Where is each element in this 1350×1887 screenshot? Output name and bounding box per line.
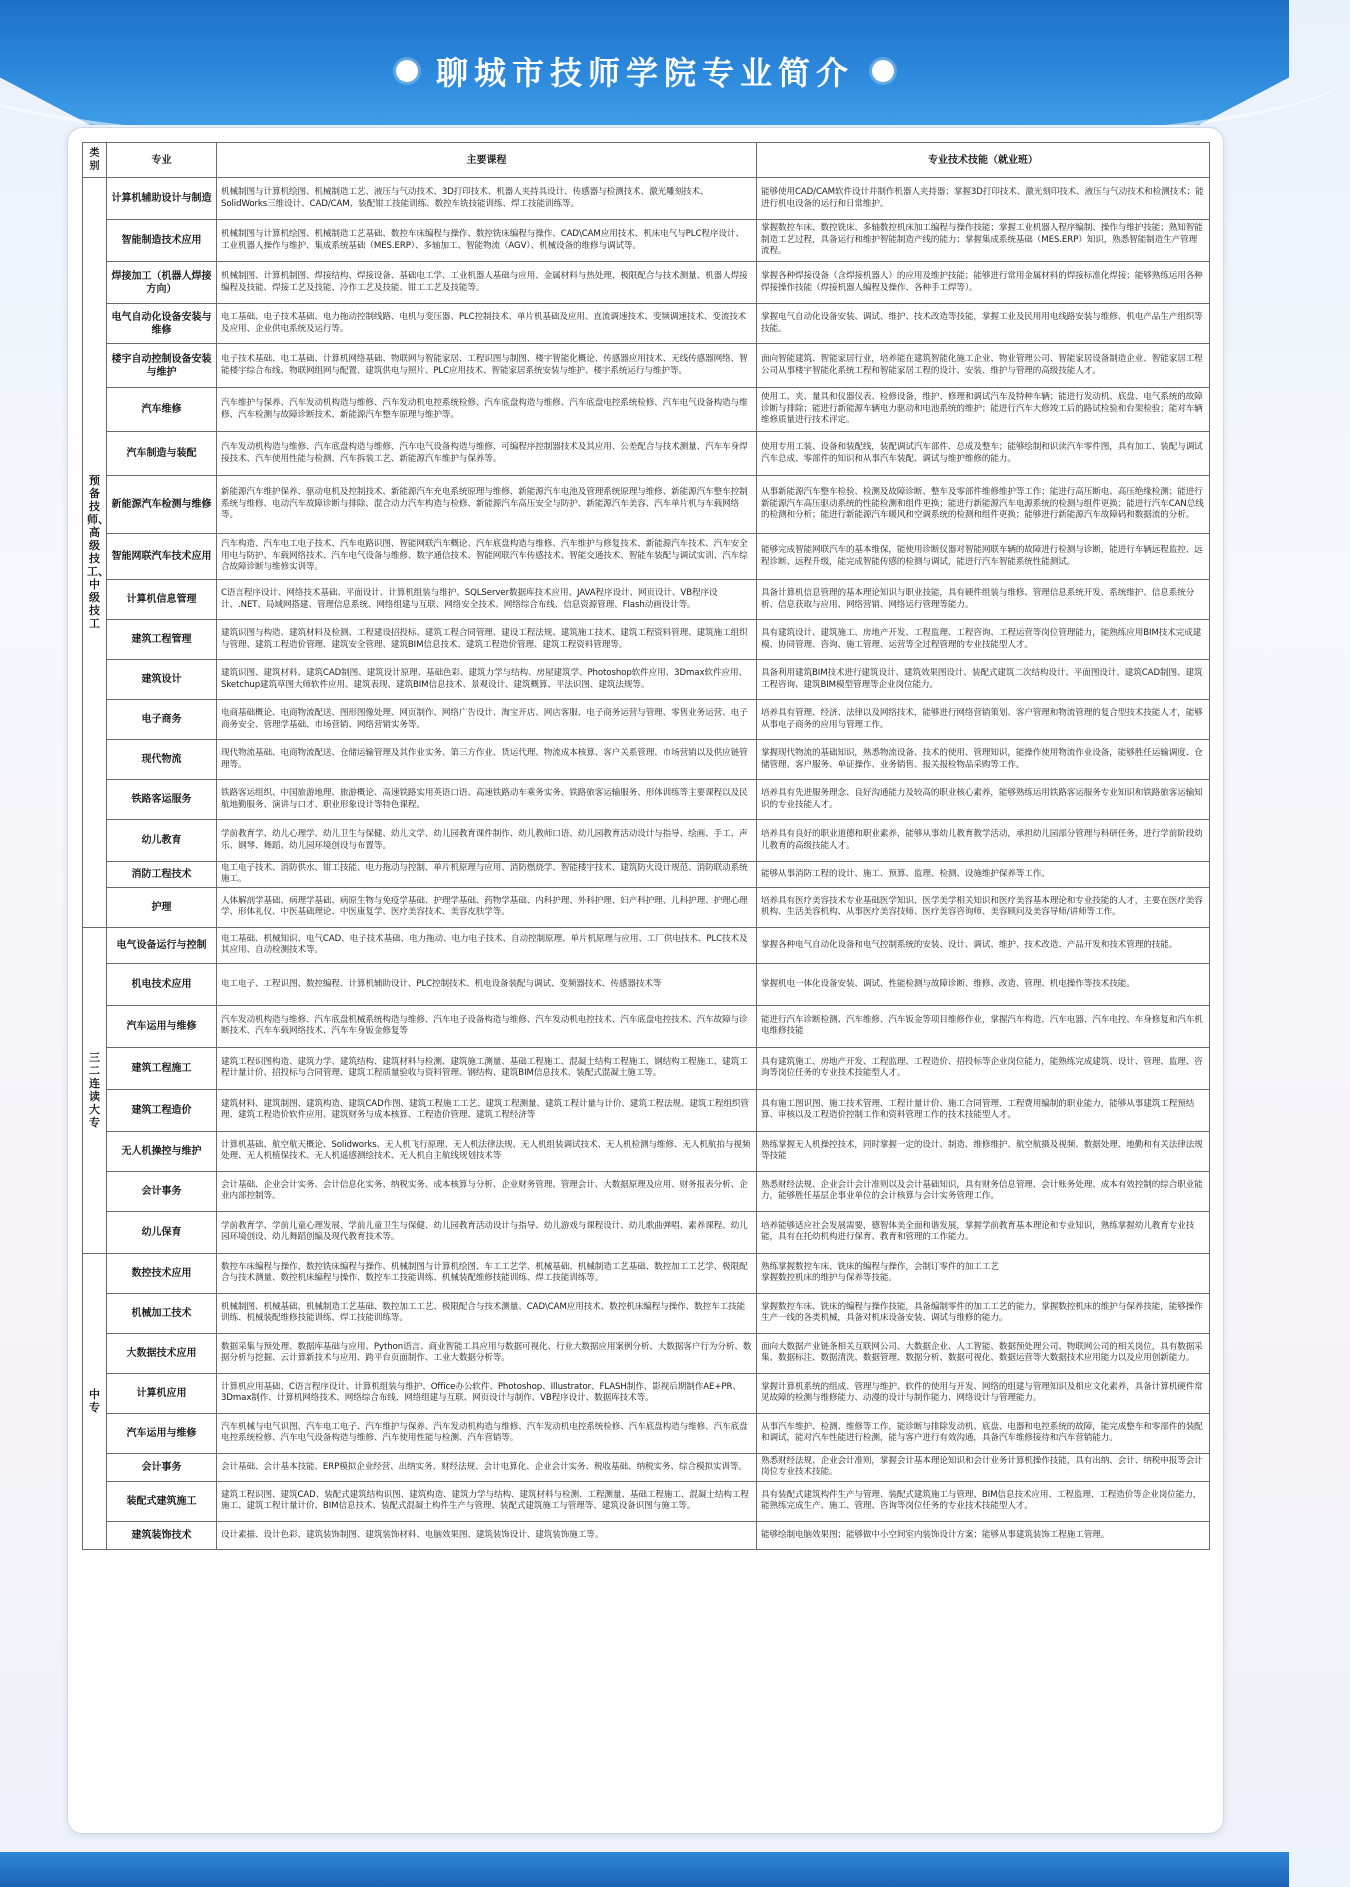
major-cell: 无人机操控与维护	[107, 1131, 217, 1171]
table-row	[83, 304, 1210, 344]
courses-cell: 建筑识图、建筑材料、建筑CAD制图、建筑设计原理、基础色彩、建筑力学与结构、房屋建筑学、Photoshop软件应用、3Dmax软件应用、Sketchup建筑草图大师软件应用、建筑表现、建筑BIM信息技术、景观设计、建筑概算、平法识图、建筑法规等。	[217, 660, 757, 700]
skills-cell: 面向智能建筑、智能家居行业，培养能在建筑智能化施工企业、物业管理公司、智能家居设备制造企业、智能家居工程公司从事楼宇智能化系统工程和智能家居工程的设计、安装、维护与管理的高级技能人才。	[757, 344, 1210, 388]
skills-cell: 熟悉财经法规、企业会计准则，掌握会计基本理论知识和会计业务计算机操作技能，具有出纳、会计、纳税申报等会计岗位专业技术技能。	[757, 1453, 1210, 1481]
major-cell: 建筑设计	[107, 660, 217, 700]
courses-cell: 机械制图与计算机绘图、机械制造工艺、液压与气动技术、3D打印技术、机器人夹持具设计、传感器与检测技术、激光雕刻技术、SolidWorks三维设计、CAD/CAM、装配钳工技能训练、数控车铣技能训练、焊工技能训练等。	[217, 178, 757, 220]
table-row	[83, 700, 1210, 740]
courses-cell: 会计基础、会计基本技能、ERP模拟企业经营、出纳实务、财经法规、会计电算化、企业会计实务、税收基础、纳税实务、综合模拟实训等。	[217, 1453, 757, 1481]
category-cell: 预备技师、高级技工、中级技工	[83, 178, 107, 928]
major-cell: 电子商务	[107, 700, 217, 740]
courses-cell: 汽车维护与保养、汽车发动机构造与维修、汽车发动机电控系统检修、汽车底盘构造与维修、汽车底盘电控系统检修、汽车电气设备构造与维修、汽车检测与故障诊断技术、新能源汽车整车原理与维护等。	[217, 388, 757, 432]
major-cell: 汽车运用与维修	[107, 1413, 217, 1453]
courses-cell: 现代物流基础、电商物流配送、仓储运输管理及其作业实务、第三方作业、货运代理、物流成本核算、客户关系管理、市场营销以及供应链管理等。	[217, 740, 757, 780]
table-row	[83, 344, 1210, 388]
table-row	[83, 476, 1210, 534]
skills-cell: 熟练掌握无人机操控技术，同时掌握一定的设计、制造、维修维护、航空航摄及视频、数据处理、地勤和有关法律法规等技能	[757, 1131, 1210, 1171]
header-courses: 主要课程	[217, 143, 757, 178]
skills-cell: 掌握数控车床、数控铣床、多轴数控机床加工编程与操作技能；掌握工业机器人程序编制、操作与维护技能；熟知智能制造工艺过程，具备运行和维护智能制造产线的能力；掌握集成系统基础（MES.ERP）知识，熟悉智能制造生产管理流程。	[757, 220, 1210, 262]
courses-cell: 汽车发动机构造与维修、汽车底盘构造与维修、汽车电气设备构造与维修、可编程序控制器技术及其应用、公差配合与技术测量、汽车车身焊接技术、汽车使用性能与检测、汽车拆装工艺、新能源汽车维护与保养等。	[217, 432, 757, 476]
skills-cell: 培养具有良好的职业道德和职业素养，能够从事幼儿教育教学活动，承担幼儿园部分管理与科研任务，进行学前阶段幼儿教育的高级技能人才。	[757, 820, 1210, 862]
skills-cell: 具有建筑设计、建筑施工、房地产开发、工程监理、工程咨询、工程运营等岗位管理能力，能熟练应用BIM技术完成建模、协同管理、咨询、施工管理、运营等全过程管理的专业技能型人才。	[757, 620, 1210, 660]
major-cell: 计算机辅助设计与制造	[107, 178, 217, 220]
table-row	[83, 1253, 1210, 1293]
major-cell: 建筑装饰技术	[107, 1521, 217, 1549]
table-row	[83, 963, 1210, 1005]
table-row	[83, 1481, 1210, 1521]
courses-cell: 汽车发动机构造与维修、汽车底盘机械系统构造与维修、汽车电子设备构造与维修、汽车发动机电控技术、汽车底盘电控技术、汽车故障与诊断技术、汽车车载网络技术、汽车车身钣金修复等	[217, 1005, 757, 1047]
skills-cell: 面向大数据产业链条相关互联网公司、大数据企业、人工智能、数据预处理公司、物联网公司的相关岗位，具有数据采集、数据标注、数据清洗、数据管理、数据分析、数据可视化、数据运营等大数据技术应用能力以及应用创新能力。	[757, 1333, 1210, 1373]
courses-cell: 计算机基础、航空航天概论、Solidworks、无人机飞行原理、无人机法律法规、无人机组装调试技术、无人机检测与维修、无人机航拍与视频处理、无人机植保技术、无人机遥感测绘技术、无人机自主航线规划技术等	[217, 1131, 757, 1171]
major-cell: 智能网联汽车技术应用	[107, 534, 217, 580]
courses-cell: 机械制图、机械基础、机械制造工艺基础、数控加工工艺、极限配合与技术测量、CAD\CAM应用技术、数控机床编程与操作、数控车工技能训练、机械装配维修技能训练、焊工技能训练等。	[217, 1293, 757, 1333]
major-cell: 机械加工技术	[107, 1293, 217, 1333]
skills-cell: 掌握电气自动化设备安装、调试、维护、技术改造等技能，掌握工业及民用用电线路安装与维修、机电产品生产组织等技能。	[757, 304, 1210, 344]
category-cell: 中专	[83, 1253, 107, 1549]
skills-cell: 掌握计算机系统的组成、管理与维护、软件的使用与开发、网络的组建与管理知识及相应文化素养，具备计算机硬件常见故障的检测与维修能力、动漫的设计与制作能力、网络设计与管理能力。	[757, 1373, 1210, 1413]
footer-banner	[0, 1852, 1289, 1887]
table-row	[83, 432, 1210, 476]
header-major: 专业	[107, 143, 217, 178]
header-skills: 专业技术技能（就业班）	[757, 143, 1210, 178]
skills-cell: 培养能够适应社会发展需要，德智体美全面和谐发展，掌握学前教育基本理论和专业知识，熟练掌握幼儿教育专业技能，具有在托幼机构进行保育、教育和管理的工作能力。	[757, 1211, 1210, 1253]
courses-cell: 学前教育学、学前儿童心理发展、学前儿童卫生与保健、幼儿园教育活动设计与指导、幼儿游戏与课程设计、幼儿歌曲弹唱、素养课程、幼儿园环境创设、幼儿舞蹈创编及现代教育技术等。	[217, 1211, 757, 1253]
skills-cell: 掌握机电一体化设备安装、调试、性能检测与故障诊断、维修、改造、管理、机电操作等技术技能。	[757, 963, 1210, 1005]
category-cell: 三二连读大专	[83, 927, 107, 1253]
skills-cell: 具有建筑施工、房地产开发、工程监理、工程造价、招投标等企业岗位能力，能熟练完成建筑、设计、管理、监理、咨询等岗位任务的专业技术技能型人才。	[757, 1047, 1210, 1089]
skills-cell: 能够完成智能网联汽车的基本维保，能使用诊断仪器对智能网联车辆的故障进行检测与诊断，能进行车辆远程监控、远程诊断、远程升级，能完成智能传感的检测与调试，能进行汽车智能系统性能测试。	[757, 534, 1210, 580]
table-row	[83, 1089, 1210, 1131]
major-cell: 数控技术应用	[107, 1253, 217, 1293]
header-category: 类别	[83, 143, 107, 178]
table-row	[83, 1521, 1210, 1549]
skills-cell: 具备利用建筑BIM技术进行建筑设计、建筑效果图设计、装配式建筑二次结构设计、平面图设计、建筑CAD制图、建筑工程咨询、建筑BIM模型管理等企业岗位能力。	[757, 660, 1210, 700]
courses-cell: 人体解剖学基础、病理学基础、病原生物与免疫学基础、护理学基础、药物学基础、内科护理、外科护理、妇产科护理、儿科护理、护理心理学、形体礼仪、中医基础理论、中医康复学、医疗美容技术、美容皮肤学等。	[217, 887, 757, 927]
table-row	[83, 262, 1210, 304]
skills-cell: 从事汽车维护、检测、维修等工作，能诊断与排除发动机、底盘、电器和电控系统的故障，能完成整车和零部件的装配和调试，能对汽车性能进行检测，能与客户进行有效沟通，具备汽车维修接待和汽车营销能力。	[757, 1413, 1210, 1453]
courses-cell: 电工电子技术、消防供水、钳工技能、电力拖动与控制、单片机原理与应用、消防燃烧学、智能楼宇技术、建筑防火设计规范、消防联动系统施工。	[217, 862, 757, 888]
table-header-row	[83, 143, 1210, 178]
table-row	[83, 1211, 1210, 1253]
page-title: 聊城市技师学院专业简介	[435, 54, 854, 92]
courses-cell: 学前教育学、幼儿心理学、幼儿卫生与保健、幼儿文学、幼儿园教育课件制作、幼儿教师口语、幼儿园教育活动设计与指导、绘画、手工、声乐、钢琴、舞蹈、幼儿园环境创设与布置等。	[217, 820, 757, 862]
major-cell: 智能制造技术应用	[107, 220, 217, 262]
table-row	[83, 1373, 1210, 1413]
skills-cell: 具有装配式建筑构件生产与管理、装配式建筑施工与管理、BIM信息技术应用、工程监理、工程造价等企业岗位能力，能熟练完成生产、施工、管理、咨询等岗位任务的专业技术技能型人才。	[757, 1481, 1210, 1521]
courses-cell: 汽车构造、汽车电工电子技术、汽车电路识图、智能网联汽车概论、汽车底盘构造与维修、汽车维护与修复技术、新能源汽车技术、汽车安全用电与防护、车载网络技术、汽车电气设备与维修、数字通信技术、智能网联汽车传感技术、智能交通技术、智能车装配与调试实训、汽车综合故障诊断与维修实训等。	[217, 534, 757, 580]
courses-cell: 机械制图、计算机制图、焊接结构、焊接设备、基础电工学、工业机器人基础与应用、金属材料与热处理、极限配合与技术测量、机器人焊接编程及技能、焊接工艺及技能、冷作工艺及技能、钳工工艺及技能等。	[217, 262, 757, 304]
major-cell: 护理	[107, 887, 217, 927]
major-cell: 电气自动化设备安装与维修	[107, 304, 217, 344]
major-cell: 建筑工程造价	[107, 1089, 217, 1131]
skills-cell: 培养具有管理、经济、法律以及网络技术，能够进行网络营销策划、客户管理和物流管理的复合型技术技能人才，能够从事电子商务的应用与管理工作。	[757, 700, 1210, 740]
table-row	[83, 534, 1210, 580]
courses-cell: 电工电子、工程识图、数控编程、计算机辅助设计、PLC控制技术、机电设备装配与调试、变频器技术、传感器技术等	[217, 963, 757, 1005]
courses-cell: 会计基础、企业会计实务、会计信息化实务、纳税实务、成本核算与分析、企业财务管理、管理会计、大数据原理及应用、财务报表分析、企业内部控制等。	[217, 1171, 757, 1211]
major-cell: 新能源汽车检测与维修	[107, 476, 217, 534]
courses-cell: 汽车机械与电气识图、汽车电工电子、汽车维护与保养、汽车发动机构造与维修、汽车发动机电控系统检修、汽车底盘构造与维修、汽车底盘电控系统检修、汽车电气设备构造与维修、汽车使用性能与检测、汽车营销等。	[217, 1413, 757, 1453]
skills-cell: 使用工、夹、量具和仪器仪表、检修设备，维护、修理和调试汽车及特种车辆；能进行发动机、底盘、电气系统的故障诊断与排除；能进行新能源车辆电力驱动和电池系统的维护；能进行汽车大修竣工后的路试检验和台架检验；能对车辆维修质量进行技术评定。	[757, 388, 1210, 432]
table-row	[83, 388, 1210, 432]
major-cell: 电气设备运行与控制	[107, 927, 217, 963]
courses-cell: 数控车床编程与操作、数控铣床编程与操作、机械制图与计算机绘图、车工工艺学、机械基础、机械制造工艺基础、数控加工工艺学、极限配合与技术测量、数控机床编程与操作、数控车工技能训练、机械装配维修技能训练、焊工技能训练等。	[217, 1253, 757, 1293]
skills-cell: 具有施工图识图、施工技术管理、工程计量计价、施工合同管理、工程费用编制的职业能力，能够从事建筑工程预结算、审核以及工程造价控制工作和资料管理工作的技术技能型人才。	[757, 1089, 1210, 1131]
skills-cell: 掌握各种焊接设备（含焊接机器人）的应用及维护技能；能够进行常用金属材料的焊接标准化焊接；能够熟练运用各种焊接操作技能（焊接机器人编程及操作、各种手工焊等）。	[757, 262, 1210, 304]
table-row	[83, 927, 1210, 963]
major-cell: 汽车制造与装配	[107, 432, 217, 476]
courses-cell: 建筑工程识图构造、建筑力学、建筑结构、建筑材料与检测、建筑施工测量、基础工程施工、混凝土结构工程施工、钢结构工程施工、建筑工程计量计价、招投标与合同管理、建筑工程质量验收与资料管理、钢结构、建筑BIM信息技术、装配式混凝土施工等。	[217, 1047, 757, 1089]
courses-cell: 建筑材料、建筑制图、建筑构造、建筑CAD作图、建筑工程施工工艺、建筑工程测量、建筑工程计量与计价、建筑工程法规、建筑工程组织管理、建筑工程造价软件应用、建筑财务与成本核算、工程造价管理、建筑工程经济等	[217, 1089, 757, 1131]
title-bar	[370, 40, 920, 102]
major-cell: 现代物流	[107, 740, 217, 780]
courses-cell: 新能源汽车维护保养、驱动电机及控制技术、新能源汽车充电系统原理与维修、新能源汽车电池及管理系统原理与维修、新能源汽车整车控制系统与维修、电动汽车故障诊断与排除、混合动力汽车构造与检修、新能源汽车高压安全与防护、新能源汽车美容、汽车单片机与车载网络等。	[217, 476, 757, 534]
major-cell: 汽车运用与维修	[107, 1005, 217, 1047]
major-cell: 计算机应用	[107, 1373, 217, 1413]
table-row	[83, 220, 1210, 262]
skills-cell: 从事新能源汽车整车检验、检测及故障诊断、整车及零部件维修维护等工作；能进行高压断电、高压绝缘检测；能进行新能源汽车高压驱动系统的性能检测和组件更换；能进行新能源汽车电源系统的检测与组件更换；能进行汽车CAN总线的检测和分析；能进行新能源汽车暖风和空调系统的检测和组件更换；能够进行新能源汽车故障码和数据流的分析。	[757, 476, 1210, 534]
courses-cell: 数据采集与预处理、数据库基础与应用、Python语言、商业智能工具应用与数据可视化、行业大数据应用案例分析、大数据客户行为分析、数据分析与挖掘、云计算新技术与应用、跨平台页面制作、工业大数据分析等。	[217, 1333, 757, 1373]
major-cell: 大数据技术应用	[107, 1333, 217, 1373]
courses-cell: 建筑工程识图、建筑CAD、装配式建筑结构识图、建筑构造、建筑力学与结构、建筑材料与检测、工程测量、基础工程施工、混凝土结构工程施工、建筑工程计量计价、BIM信息技术、装配式混凝土构件生产与管理、装配式建筑施工与管理等、建筑设备识图与施工等。	[217, 1481, 757, 1521]
major-cell: 铁路客运服务	[107, 780, 217, 820]
table-row	[83, 1413, 1210, 1453]
major-cell: 消防工程技术	[107, 862, 217, 888]
courses-cell: 电商基础概论、电商物流配送、图形图像处理、网页制作、网络广告设计、淘宝开店、网店客服、电子商务运营与管理、零售业务运营、电子商务安全、管理学基础、市场营销、网络营销实务等。	[217, 700, 757, 740]
table-row	[83, 1131, 1210, 1171]
major-cell: 机电技术应用	[107, 963, 217, 1005]
table-row	[83, 887, 1210, 927]
courses-cell: C语言程序设计、网络技术基础、平面设计、计算机组装与维护、SQLServer数据库技术应用、JAVA程序设计、网页设计、VB程序设计、.NET、局域网搭建、管理信息系统、网络组建与互联、网络安全技术、网络综合布线、信息资源管理、Flash动画设计等。	[217, 580, 757, 620]
major-cell: 会计事务	[107, 1171, 217, 1211]
skills-cell: 掌握现代物流的基础知识，熟悉物流设备、技术的使用、管理知识，能操作使用物流作业设备，能够胜任运输调度、仓储管理、客户服务、单证操作、业务销售、报关报检物品采购等工作。	[757, 740, 1210, 780]
table-row	[83, 1005, 1210, 1047]
skills-cell: 熟悉财经法规、企业会计会计准则以及会计基础知识，具有财务信息管理、会计账务处理、成本有效控制的综合职业能力，能够胜任基层企事业单位的会计核算与会计实务管理工作。	[757, 1171, 1210, 1211]
courses-cell: 电子技术基础、电工基础、计算机网络基础、物联网与智能家居、工程识图与制图、楼宇智能化概论、传感器应用技术、无线传感器网络、智能楼宇综合布线、物联网组网与配置、建筑供电与照片、PLC应用技术、智能家居系统安装与维护、楼宇系统运行与维护等。	[217, 344, 757, 388]
major-cell: 会计事务	[107, 1453, 217, 1481]
skills-cell: 能进行汽车诊断检测、汽车维修、汽车钣金等项目维修作业，掌握汽车构造、汽车电器、汽车电控、车身修复和汽车机电维修技能	[757, 1005, 1210, 1047]
skills-cell: 使用专用工装、设备和装配线，装配调试汽车部件、总成及整车；能够绘制和识读汽车零件图，具有加工、装配与调试汽车总成、零部件的知识和从事汽车装配、调试与维护维修的能力。	[757, 432, 1210, 476]
bullet-dot-icon	[396, 60, 418, 82]
major-cell: 幼儿保育	[107, 1211, 217, 1253]
table-row	[83, 740, 1210, 780]
major-cell: 计算机信息管理	[107, 580, 217, 620]
major-cell: 建筑工程施工	[107, 1047, 217, 1089]
table-row	[83, 1453, 1210, 1481]
courses-cell: 铁路客运组织、中国旅游地理、旅游概论、高速铁路实用英语口语、高速铁路动车乘务实务、铁路旅客运输服务、形体训练等主要课程以及民航地勤服务、演讲与口才、职业形象设计等特色课程。	[217, 780, 757, 820]
skills-cell: 能够绘制电脑效果图；能够做中小空间室内装饰设计方案；能够从事建筑装饰工程施工管理。	[757, 1521, 1210, 1549]
major-cell: 焊接加工（机器人焊接方向）	[107, 262, 217, 304]
skills-cell: 能够从事消防工程的设计、施工、预算、监理、检测、设施维护保养等工作。	[757, 862, 1210, 888]
skills-cell: 培养具有医疗美容技术专业基础医学知识、医学美学相关知识和医疗美容基本理论和专业技能的人才，主要在医疗美容机构、生活美容机构、从事医疗美容技师、医疗美容咨询师、美容顾问及美容导师/讲师等工作。	[757, 887, 1210, 927]
major-cell: 汽车维修	[107, 388, 217, 432]
courses-cell: 机械制图与计算机绘图、机械制造工艺基础、数控车床编程与操作、数控铣床编程与操作、CAD\CAM应用技术、机床电气与PLC程序设计、工业机器人操作与维护、集成系统基础（MES.ERP）、多轴加工、智能物流（AGV）、机械设备的维修与调试等。	[217, 220, 757, 262]
courses-cell: 设计素描、设计色彩、建筑装饰制图、建筑装饰材料、电脑效果图、建筑装饰设计、建筑装饰施工等。	[217, 1521, 757, 1549]
major-cell: 建筑工程管理	[107, 620, 217, 660]
skills-cell: 具备计算机信息管理的基本理论知识与职业技能，具有硬件组装与维修、管理信息系统开发、系统维护、信息系统分析、信息获取与应用、网络营销、网络运行管理等能力。	[757, 580, 1210, 620]
table-row	[83, 1171, 1210, 1211]
table-row	[83, 660, 1210, 700]
courses-cell: 电工基础、电子技术基础、电力拖动控制线路、电机与变压器、PLC控制技术、单片机基础及应用、直流调速技术、变频调速技术、变流技术及应用、企业供电系统及运行等。	[217, 304, 757, 344]
skills-cell: 掌握数控车床、铣床的编程与操作技能，具备编制零件的加工工艺的能力，掌握数控机床的维护与保养技能，能够操作生产一线的各类机械，具备对机床设备安装、调试与维修的能力。	[757, 1293, 1210, 1333]
skills-cell: 熟练掌握数控车床、铣床的编程与操作，会制订零件的加工工艺 掌握数控机床的维护与保养等技能。	[757, 1253, 1210, 1293]
table-row	[83, 178, 1210, 220]
table-row	[83, 1293, 1210, 1333]
major-cell: 装配式建筑施工	[107, 1481, 217, 1521]
table-row	[83, 580, 1210, 620]
table-row	[83, 1333, 1210, 1373]
table-row	[83, 862, 1210, 888]
skills-cell: 培养具有先进服务理念、良好沟通能力及较高的职业核心素养，能够熟练运用铁路客运服务专业知识和铁路旅客运输知识的专业技能人才。	[757, 780, 1210, 820]
table-row	[83, 820, 1210, 862]
skills-cell: 掌握各种电气自动化设备和电气控制系统的安装、设计、调试、维护、技术改造、产品开发和技术管理的技能。	[757, 927, 1210, 963]
major-cell: 楼宇自动控制设备安装与维护	[107, 344, 217, 388]
courses-cell: 电工基础、机械知识、电气CAD、电子技术基础、电力拖动、电力电子技术、自动控制原理、单片机原理与应用、工厂供电技术、PLC技术及其应用、自动检测技术等。	[217, 927, 757, 963]
table-row	[83, 1047, 1210, 1089]
table-body	[83, 178, 1210, 1550]
courses-cell: 建筑识图与构造、建筑材料及检测、工程建设招投标、建筑工程合同管理、建设工程法规、建筑施工技术、建筑工程资料管理、建筑施工组织与管理、建筑工程造价管理、建筑安全管理、建筑BIM信息技术、建筑工程造价管理、建筑工程资料管理等。	[217, 620, 757, 660]
skills-cell: 能够使用CAD/CAM软件设计并制作机器人夹持器；掌握3D打印技术、激光刻印技术、液压与气动技术和检测技术；能进行机电设备的运行和日常维护。	[757, 178, 1210, 220]
courses-cell: 计算机应用基础、C语言程序设计、计算机组装与维护、Office办公软件、Photoshop、Illustrator、FLASH制作、影视后期制作AE+PR、3Dmax制作、计算机网络技术、网络综合布线、网络组建与互联、网页设计与制作、VB程序设计、数据库技术等。	[217, 1373, 757, 1413]
table-row	[83, 620, 1210, 660]
bullet-dot-icon	[872, 60, 894, 82]
major-cell: 幼儿教育	[107, 820, 217, 862]
majors-table	[82, 142, 1210, 1550]
table-row	[83, 780, 1210, 820]
